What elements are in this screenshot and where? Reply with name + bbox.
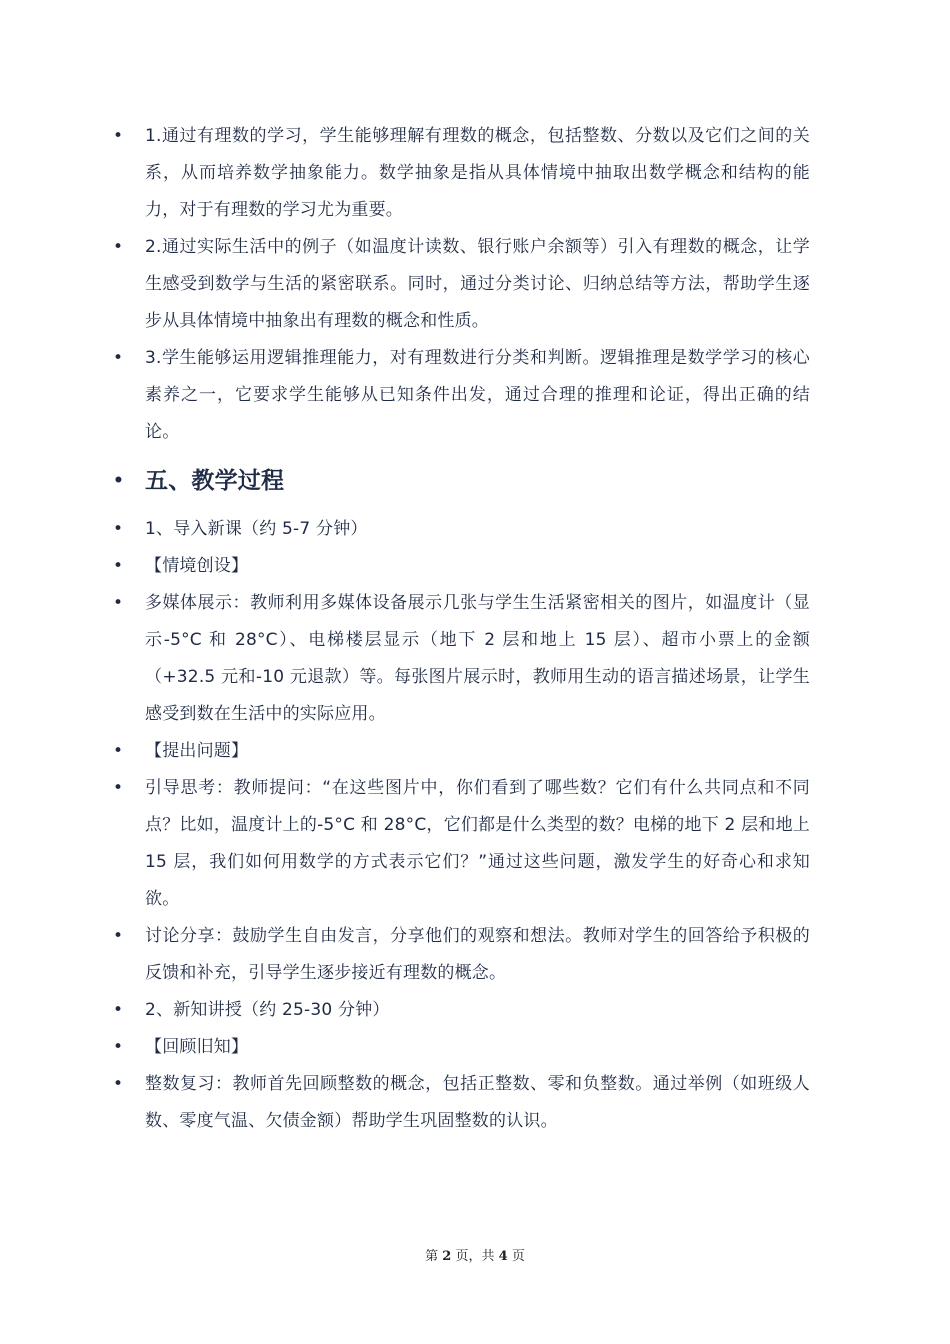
bullet-icon: • [113,237,124,257]
list-item [0,118,810,229]
section-heading [0,461,810,501]
list-item [0,992,810,1029]
bullet-icon: • [113,348,124,368]
list-item [0,770,810,918]
list-item-text: 【提出问题】 [145,741,249,761]
bullet-icon: • [113,926,124,946]
section-heading-text: 五、教学过程 [145,468,285,494]
bullet-icon: • [113,741,124,761]
bullet-icon: • [113,1000,124,1020]
list-item-text: 【回顾旧知】 [145,1037,249,1057]
list-item [0,733,810,770]
list-item-text: 1.通过有理数的学习，学生能够理解有理数的概念，包括整数、分数以及它们之间的关系，从而培养数学抽象能力。数学抽象是指从具体情境中抽取出数学概念和结构的能力，对于有理数的学习尤为重要。 [145,126,810,220]
list-item-text: 引导思考：教师提问：“在这些图片中，你们看到了哪些数？它们有什么共同点和不同点？比如，温度计上的-5°C 和 28°C，它们都是什么类型的数？电梯的地下 2 层和地上 15 层，我们如何用数学的方式表示它们？”通过这些问题，激发学生的好奇心和求知欲。 [145,778,810,909]
list-item [0,340,810,451]
list-item [0,918,810,992]
list-item [0,548,810,585]
list-item-text: 1、导入新课（约 5-7 分钟） [145,519,368,539]
list-item-text: 3.学生能够运用逻辑推理能力，对有理数进行分类和判断。逻辑推理是数学学习的核心素养之一，它要求学生能够从已知条件出发，通过合理的推理和论证，得出正确的结论。 [145,348,810,442]
list-item-text: 2、新知讲授（约 25-30 分钟） [145,1000,390,1020]
content-list [0,118,950,1140]
bullet-icon: • [113,593,124,613]
page-footer [0,1245,950,1264]
bullet-icon: • [113,519,124,539]
list-item [0,511,810,548]
list-item [0,585,810,733]
list-item-text: 多媒体展示：教师利用多媒体设备展示几张与学生生活紧密相关的图片，如温度计（显示-5°C 和 28°C）、电梯楼层显示（地下 2 层和地上 15 层）、超市小票上的金额（+32.5 元和-10 元退款）等。每张图片展示时，教师用生动的语言描述场景，让学生感受到数在生活中的实际应用。 [145,593,810,724]
current-page-number: 2 [442,1249,452,1264]
bullet-icon: • [113,126,124,146]
footer-suffix: 页 [511,1249,525,1264]
footer-middle: 页，共 [455,1249,495,1264]
list-item-text: 【情境创设】 [145,556,249,576]
bullet-icon: • [113,556,124,576]
list-item-text: 2.通过实际生活中的例子（如温度计读数、银行账户余额等）引入有理数的概念，让学生感受到数学与生活的紧密联系。同时，通过分类讨论、归纳总结等方法，帮助学生逐步从具体情境中抽象出有理数的概念和性质。 [145,237,810,331]
list-item [0,1066,810,1140]
bullet-icon: • [113,1074,124,1094]
total-page-count: 4 [498,1249,508,1264]
list-item-text: 整数复习：教师首先回顾整数的概念，包括正整数、零和负整数。通过举例（如班级人数、零度气温、欠债金额）帮助学生巩固整数的认识。 [145,1074,810,1131]
bullet-icon: • [113,1037,124,1057]
list-item-text: 讨论分享：鼓励学生自由发言，分享他们的观察和想法。教师对学生的回答给予积极的反馈和补充，引导学生逐步接近有理数的概念。 [145,926,810,983]
list-item [0,229,810,340]
bullet-icon: • [113,471,125,491]
list-item [0,1029,810,1066]
bullet-icon: • [113,778,124,798]
footer-prefix: 第 [425,1249,439,1264]
